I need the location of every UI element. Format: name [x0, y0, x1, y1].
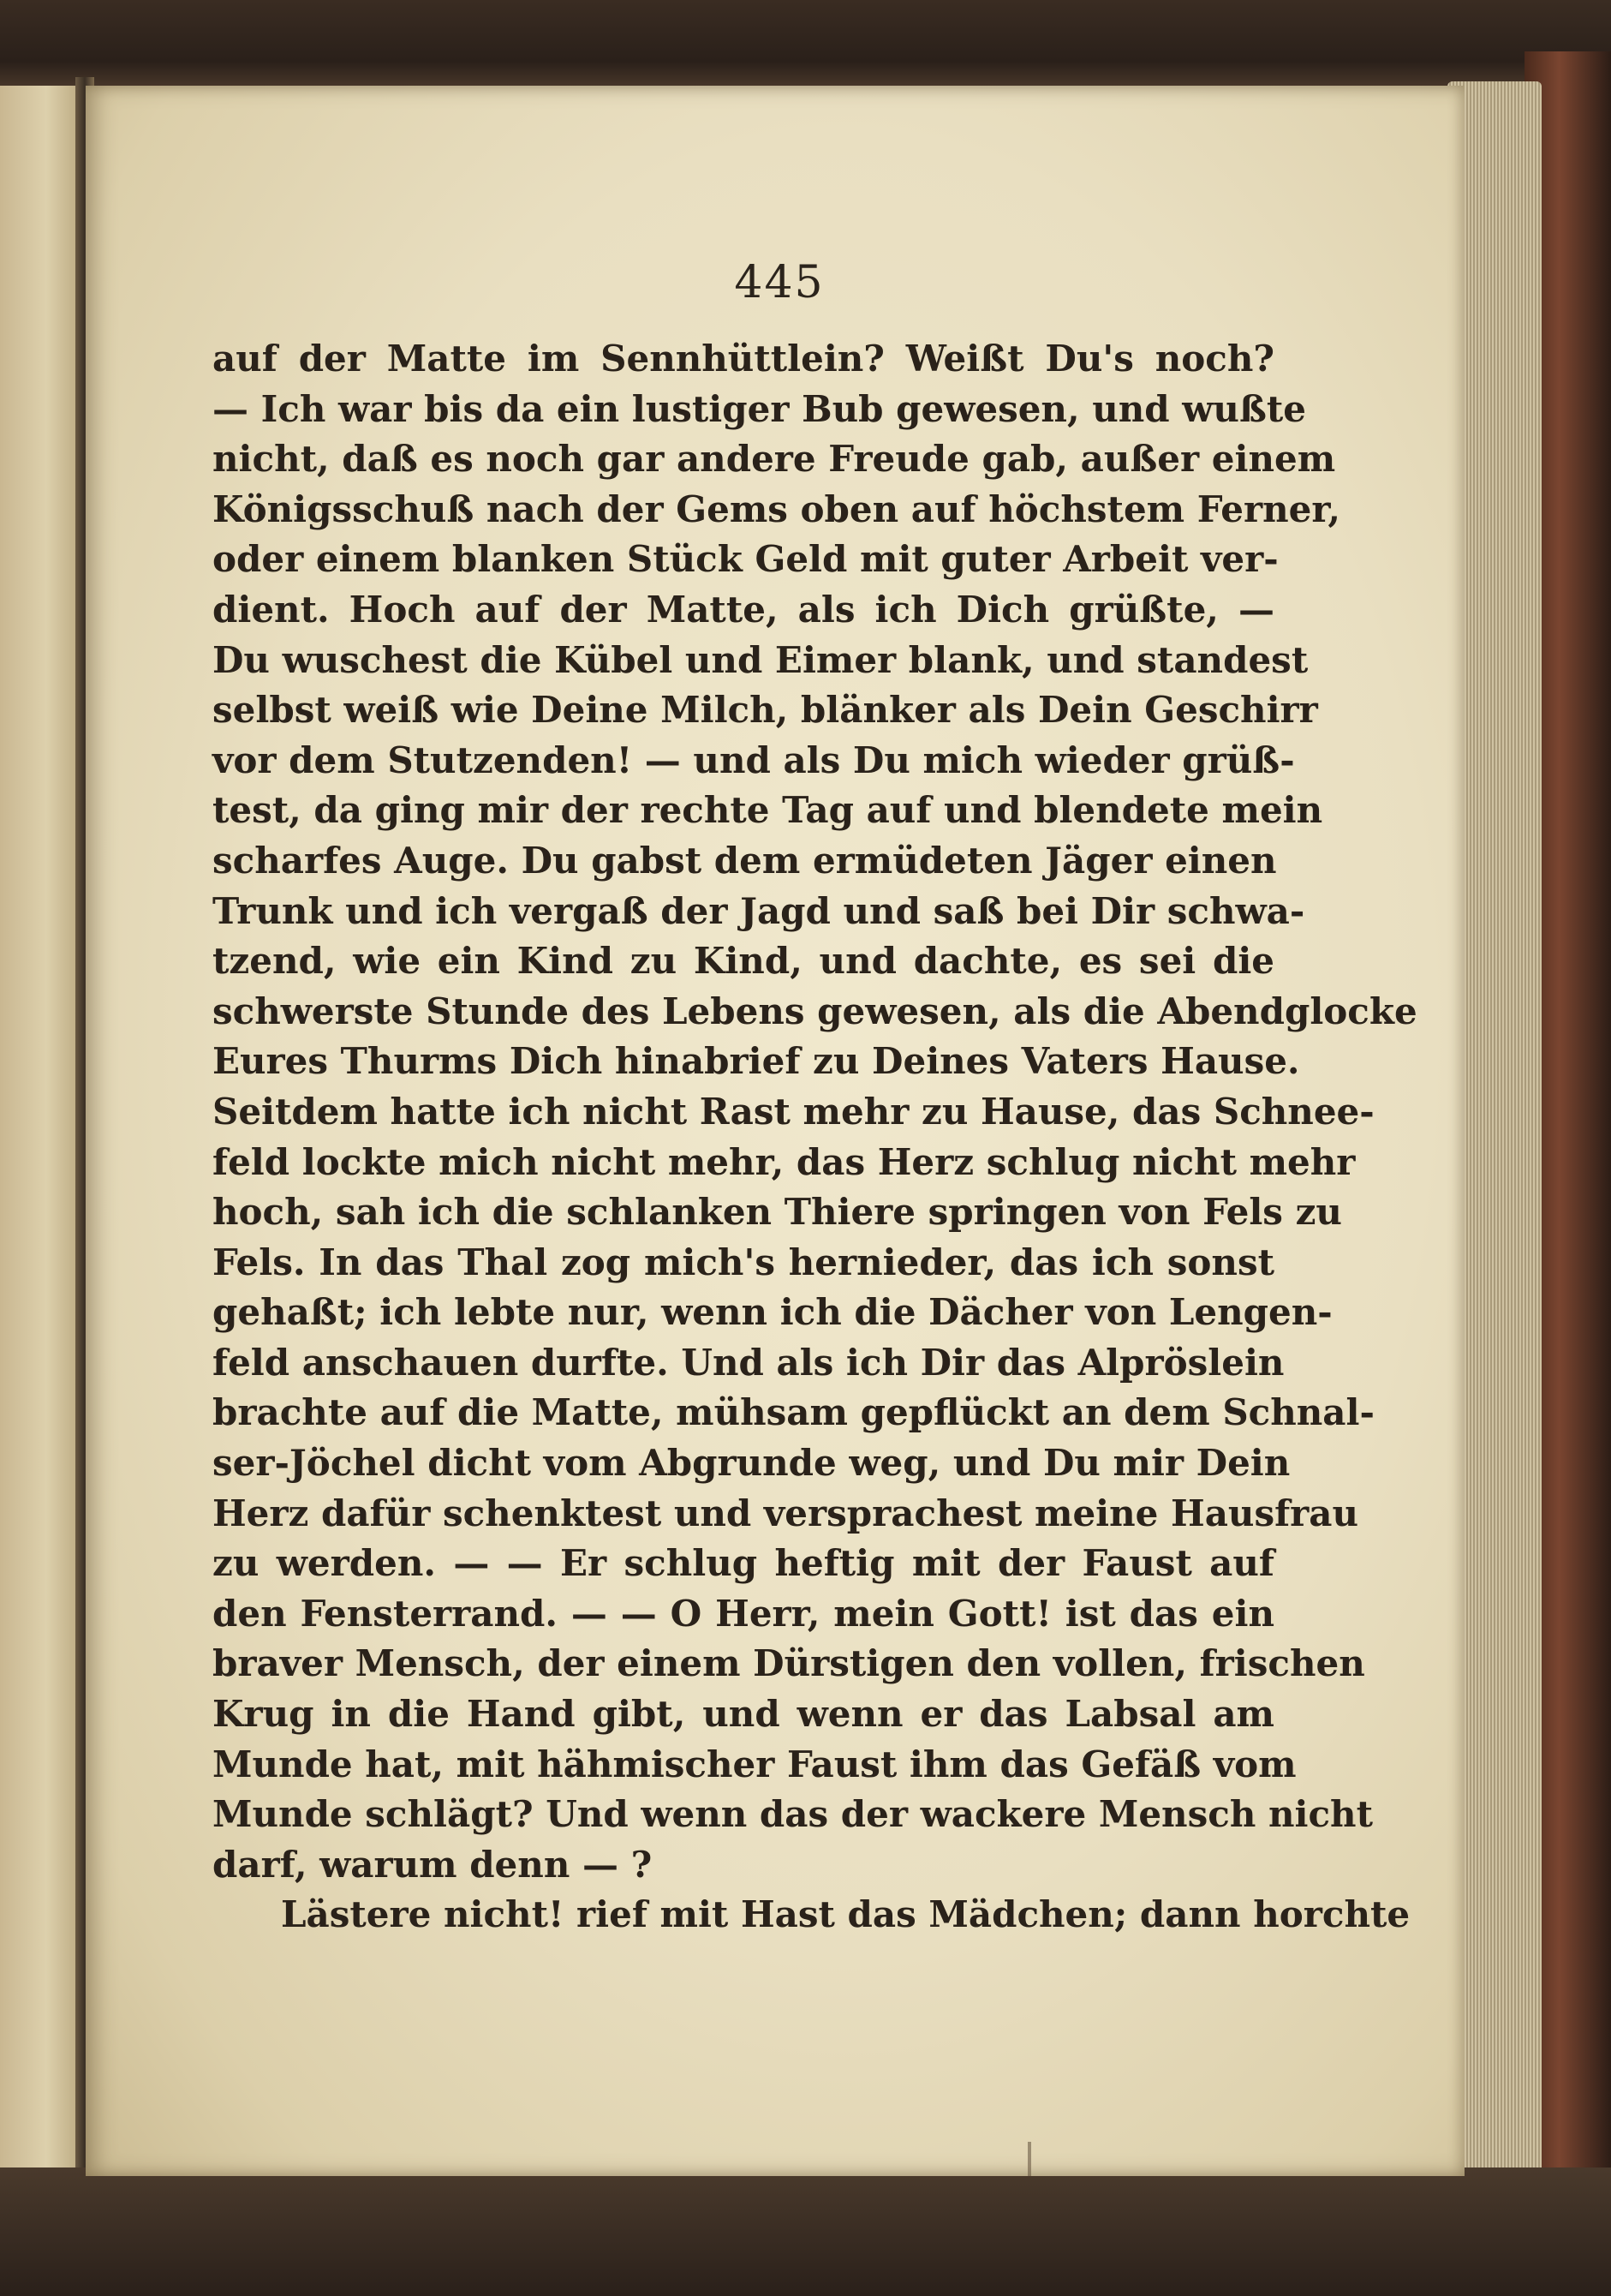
text-line: oder einem blanken Stück Geld mit guter Arbeit ver- — [212, 538, 1279, 581]
text-line: darf, warum denn — ? — [212, 1843, 653, 1886]
text-line: Seitdem hatte ich nicht Rast mehr zu Hause, das Schnee- — [212, 1090, 1375, 1133]
text-line: dient. Hoch auf der Matte, als ich Dich grüßte, — — [212, 588, 1274, 631]
text-line: Munde schlägt? Und wenn das der wackere Mensch nicht — [212, 1793, 1373, 1836]
text-line: selbst weiß wie Deine Milch, blänker als Dein Geschirr — [212, 689, 1318, 732]
text-line: tzend, wie ein Kind zu Kind, und dachte, es sei die — [212, 940, 1274, 983]
text-line: feld lockte mich nicht mehr, das Herz schlug nicht mehr — [212, 1140, 1356, 1183]
right-page — [86, 86, 1465, 2176]
text-line: den Fensterrand. — — O Herr, mein Gott! ist das ein — [212, 1592, 1274, 1635]
left-page-edge — [0, 86, 80, 2176]
book-cover-bottom — [0, 2167, 1611, 2296]
text-line: Munde hat, mit hähmischer Faust ihm das Gefäß vom — [212, 1743, 1297, 1785]
text-line: Krug in die Hand gibt, und wenn er das Labsal am — [212, 1693, 1274, 1736]
text-line: hoch, sah ich die schlanken Thiere springen von Fels zu — [212, 1191, 1342, 1234]
text-line: auf der Matte im Sennhüttlein? Weißt Du's noch? — [212, 338, 1274, 380]
text-line: gehaßt; ich lebte nur, wenn ich die Dächer von Lengen- — [212, 1291, 1333, 1334]
text-line: Eures Thurms Dich hinabrief zu Deines Vaters Hause. — [212, 1040, 1300, 1083]
text-line: Herz dafür schenktest und versprachest meine Hausfrau — [212, 1492, 1359, 1534]
text-line: brachte auf die Matte, mühsam gepflückt an dem Schnal- — [212, 1391, 1375, 1434]
paper-mark — [1028, 2142, 1031, 2176]
text-line: schwerste Stunde des Lebens gewesen, als die Abendglocke — [212, 990, 1417, 1032]
text-line: ser-Jöchel dicht vom Abgrunde weg, und Du mir Dein — [212, 1442, 1291, 1485]
text-line: scharfes Auge. Du gabst dem ermüdeten Jäger einen — [212, 839, 1277, 882]
text-line: nicht, daß es noch gar andere Freude gab, außer einem — [212, 438, 1336, 481]
text-line: vor dem Stutzenden! — und als Du mich wieder grüß- — [212, 738, 1295, 781]
text-line: zu werden. — — Er schlug heftig mit der Faust auf — [212, 1542, 1274, 1585]
page-number: 445 — [734, 257, 825, 308]
text-line: Königsschuß nach der Gems oben auf höchstem Ferner, — [212, 487, 1341, 530]
text-line: braver Mensch, der einem Dürstigen den vollen, frischen — [212, 1642, 1365, 1685]
text-line: Trunk und ich vergaß der Jagd und saß bei Dir schwa- — [212, 889, 1305, 932]
text-line: — Ich war bis da ein lustiger Bub gewesen, und wußte — [212, 387, 1307, 430]
text-line: feld anschauen durfte. Und als ich Dir das Alpröslein — [212, 1341, 1285, 1384]
text-line: Du wuschest die Kübel und Eimer blank, und standest — [212, 638, 1309, 681]
text-line: test, da ging mir der rechte Tag auf und blendete mein — [212, 789, 1323, 832]
page-body-text — [212, 334, 1417, 1940]
text-line: Lästere nicht! rief mit Hast das Mädchen; dann horchte — [281, 1893, 1411, 1936]
text-line: Fels. In das Thal zog mich's hernieder, das ich sonst — [212, 1241, 1274, 1283]
